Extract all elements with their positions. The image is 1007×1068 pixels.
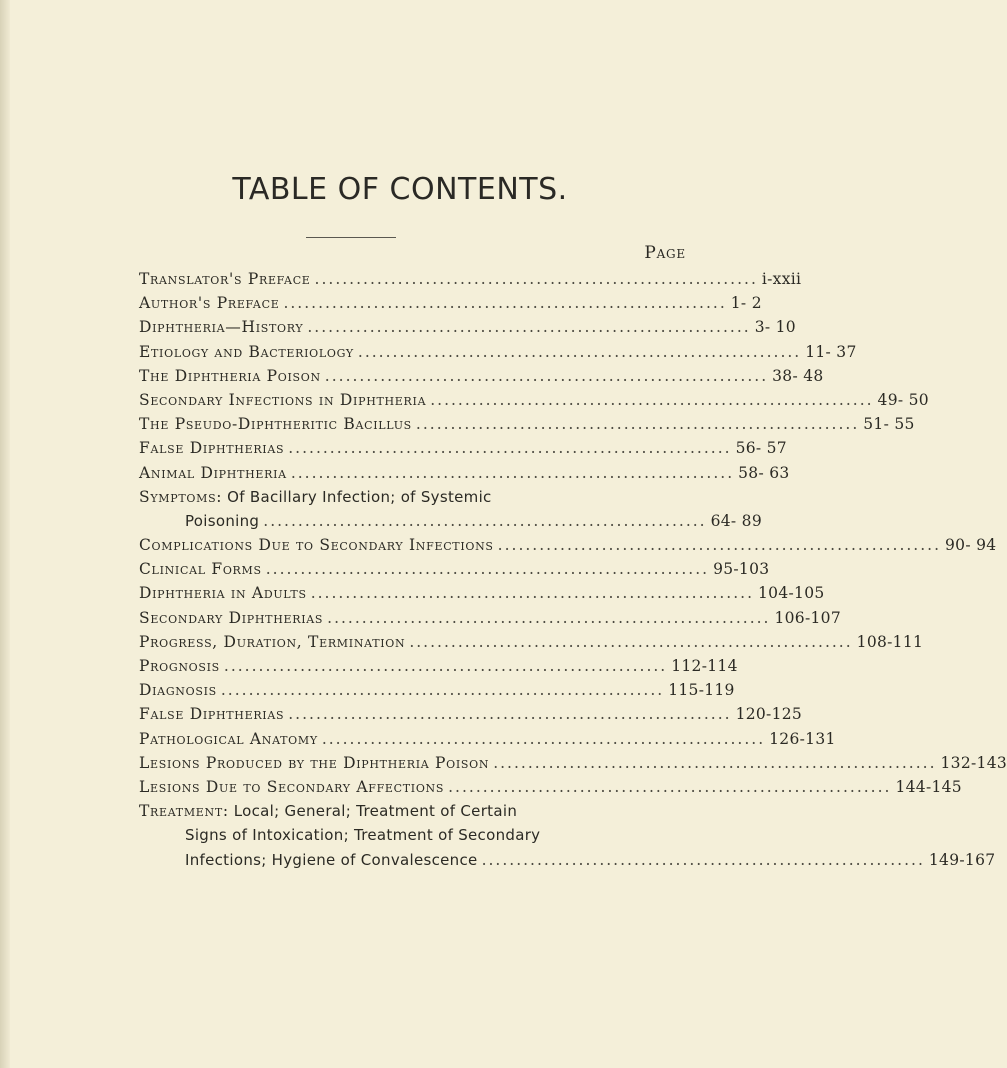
toc-entry-title: Animal Diphtheria [139,463,287,482]
toc-entry-heading: Treatment: [139,802,229,821]
toc-entry: Lesions Produced by the Diphtheria Poison ................................................................ 132-143 [139,753,1007,772]
toc-entry-title: Translator's Preface [139,270,311,288]
page-edge [0,0,10,1068]
toc-entry-pages: 144-145 [895,777,962,796]
toc-entry-title: Infections; Hygiene of Convalescence [185,850,478,869]
toc-entry-title: Diphtheria in Adults [139,584,307,603]
toc-entry-title: Diphtheria—History [139,318,304,337]
toc-entry-pages: 56- 57 [735,439,787,458]
toc-entry: The Pseudo-Diphtheritic Bacillus ................................................................ 51- 55 [139,415,686,439]
toc-entry: Secondary Infections in Diphtheria ................................................................ 49- 50 [139,391,686,415]
toc-entry-title: Clinical Forms [139,560,262,579]
toc-entry-title: Progress, Duration, Termination [139,632,406,651]
toc-entry-title: Lesions Produced by the Diphtheria Poison [139,753,490,772]
toc-entry: Clinical Forms ................................................................ 95-103 [139,560,770,579]
toc-entry-subtitle: Local; General; Treatment of Certain [233,802,518,821]
toc-entry-pages: 64- 89 [710,511,763,530]
toc-entry-title: False Diphtherias [139,705,285,724]
page-column-header: Page [644,243,686,263]
toc-entry-pages: 132-143 [940,753,1007,772]
toc-entry-pages: 51- 55 [863,415,915,434]
toc-entry: Infections; Hygiene of Convalescence ................................................................ 149-167 [185,850,996,869]
toc-entry: False Diphtherias ................................................................ 120-125 [139,705,803,724]
toc-entry-pages: 58- 63 [738,463,790,482]
toc-entry-pages: 38- 48 [772,366,824,385]
toc-entry-pages: 3- 10 [754,318,796,337]
toc-entry-subtitle: Signs of Intoxication; Treatment of Secondary [185,826,541,845]
toc-entry: Progress, Duration, Termination ................................................................ 108-111 [139,632,924,651]
toc-entry-pages: i-xxii [761,270,802,288]
toc-entry-pages: 1- 2 [730,294,762,313]
toc-entry-pages: 108-111 [856,632,924,651]
toc-entry: Pathological Anatomy ................................................................ 126-131 [139,729,836,748]
toc-entry: Complications Due to Secondary Infections ................................................................ 90- 94 [139,536,686,560]
toc-entry-title: Diagnosis [139,681,217,700]
toc-entry-pages: 49- 50 [877,390,929,409]
toc-entry-title: Pathological Anatomy [139,729,318,748]
toc-entry: Prognosis ................................................................ 112-114 [139,657,738,675]
toc-entry-pages: 104-105 [758,584,825,603]
toc-entry: Poisoning ................................................................ 64- 89 [139,512,686,536]
toc-entry-pages: 126-131 [769,729,836,748]
toc-entry: Animal Diphtheria ................................................................ 58- 63 [139,464,686,488]
toc-entry: Diagnosis ................................................................ 115-119 [139,681,735,700]
toc-entry-title: Secondary Infections in Diphtheria [139,390,427,409]
toc-entry: Diphtheria—History ................................................................ 3- 10 [139,318,686,342]
toc-entry-pages: 106-107 [774,608,841,627]
toc-list [139,270,1007,875]
toc-entry: Author's Preface ................................................................ 1- 2 [139,294,686,318]
toc-entry-first-line [139,802,686,826]
toc-entry: False Diphtherias ................................................................ 56- 57 [139,439,686,463]
toc-entry-pages: 90- 94 [945,536,997,555]
toc-entry-heading: Symptoms: [139,487,223,506]
page-title: TABLE OF CONTENTS. [232,172,568,207]
toc-entry-title: Author's Preface [139,294,280,313]
toc-entry-title: Poisoning [185,511,260,530]
toc-entry-title: Secondary Diphtherias [139,608,324,627]
toc-entry: The Diphtheria Poison ................................................................ 38- 48 [139,367,686,391]
title-rule [306,237,396,238]
toc-entry-pages: 120-125 [735,705,803,724]
toc-entry: Etiology and Bacteriology ................................................................ 11- 37 [139,343,686,367]
toc-entry-title: Complications Due to Secondary Infections [139,536,494,555]
toc-entry: Diphtheria in Adults ................................................................ 104-105 [139,584,825,603]
toc-entry-subtitle: Of Bacillary Infection; of Systemic [227,487,492,506]
toc-entry-title: The Pseudo-Diphtheritic Bacillus [139,415,412,434]
toc-entry-pages: 95-103 [713,560,770,579]
toc-entry-pages: 149-167 [928,850,996,869]
toc-entry-title: False Diphtherias [139,439,285,458]
toc-entry-title: Etiology and Bacteriology [139,342,354,361]
toc-entry-second-line [139,826,686,850]
toc-entry: Lesions Due to Secondary Affections ................................................................ 144-145 [139,777,962,796]
toc-entry-pages: 112-114 [671,657,738,675]
toc-entry: Translator's Preface ................................................................ i-xxii [139,270,802,288]
toc-entry-title: The Diphtheria Poison [139,366,321,385]
toc-entry-title: Prognosis [139,657,220,675]
toc-entry: Secondary Diphtherias ................................................................ 106-107 [139,608,841,627]
toc-entry-pages: 115-119 [668,681,735,700]
toc-entry-first-line [139,488,686,512]
toc-entry-title: Lesions Due to Secondary Affections [139,777,445,796]
toc-entry-pages: 11- 37 [805,342,857,361]
